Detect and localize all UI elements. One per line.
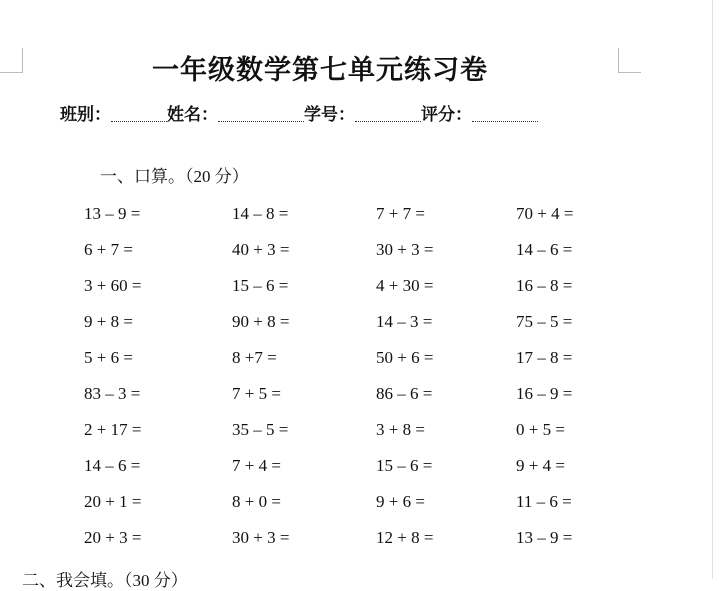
problem-item: 9 + 6 = [376,492,425,511]
problem-item: 11 – 6 = [516,492,572,511]
score-field [421,100,538,125]
student-number-blank[interactable] [355,103,421,122]
problem-item: 15 – 6 = [232,276,289,295]
problem-item: 70 + 4 = [516,204,574,223]
problem-item: 20 + 3 = [84,528,142,547]
page-title: 一年级数学第七单元练习卷 [152,55,488,86]
name-label: 姓名： [167,105,218,125]
problem-item: 90 + 8 = [232,312,290,331]
problem-item: 17 – 8 = [516,348,573,367]
problem-item: 16 – 8 = [516,276,573,295]
problem-item: 14 – 3 = [376,312,433,331]
problem-item: 6 + 7 = [84,240,133,259]
problem-item: 14 – 6 = [516,240,573,259]
class-field [60,100,167,125]
problem-item: 9 + 8 = [84,312,133,331]
problem-item: 15 – 6 = [376,456,433,475]
problem-item: 12 + 8 = [376,528,434,547]
problem-item: 50 + 6 = [376,348,434,367]
problem-item: 8 +7 = [232,348,277,367]
class-blank[interactable] [111,103,167,122]
name-blank[interactable] [218,103,304,122]
name-field [167,100,304,125]
problem-item: 75 – 5 = [516,312,573,331]
problem-item: 20 + 1 = [84,492,142,511]
problem-item: 5 + 6 = [84,348,133,367]
problem-item: 7 + 4 = [232,456,281,475]
problem-item: 14 – 6 = [84,456,141,475]
problem-item: 14 – 8 = [232,204,289,223]
problem-item: 13 – 9 = [516,528,573,547]
problem-item: 2 + 17 = [84,420,142,439]
section1-title: 一、口算。 [100,167,185,187]
class-label: 班别： [60,105,111,125]
problem-item: 0 + 5 = [516,420,565,439]
student-number-field [304,100,421,125]
problem-item: 8 + 0 = [232,492,281,511]
student-info-line [60,100,538,125]
problem-item: 86 – 6 = [376,384,433,403]
score-label: 评分： [421,105,472,125]
problem-item: 9 + 4 = [516,456,565,475]
problem-item: 3 + 60 = [84,276,142,295]
problem-item: 7 + 7 = [376,204,425,223]
problem-item: 3 + 8 = [376,420,425,439]
problem-item: 40 + 3 = [232,240,290,259]
page-edge [712,0,713,579]
problem-item: 16 – 9 = [516,384,573,403]
section2-points: （30 分） [124,571,188,590]
problem-item: 35 – 5 = [232,420,289,439]
problem-item: 30 + 3 = [232,528,290,547]
section-heading-mental-math [100,162,249,187]
problem-item: 83 – 3 = [84,384,141,403]
problem-item: 13 – 9 = [84,204,141,223]
problem-item: 30 + 3 = [376,240,434,259]
problem-item: 4 + 30 = [376,276,434,295]
problem-item: 7 + 5 = [232,384,281,403]
section2-title: 二、我会填。 [22,571,124,591]
section1-points: （20 分） [185,167,249,186]
score-blank[interactable] [472,103,538,122]
student-number-label: 学号： [304,105,355,125]
